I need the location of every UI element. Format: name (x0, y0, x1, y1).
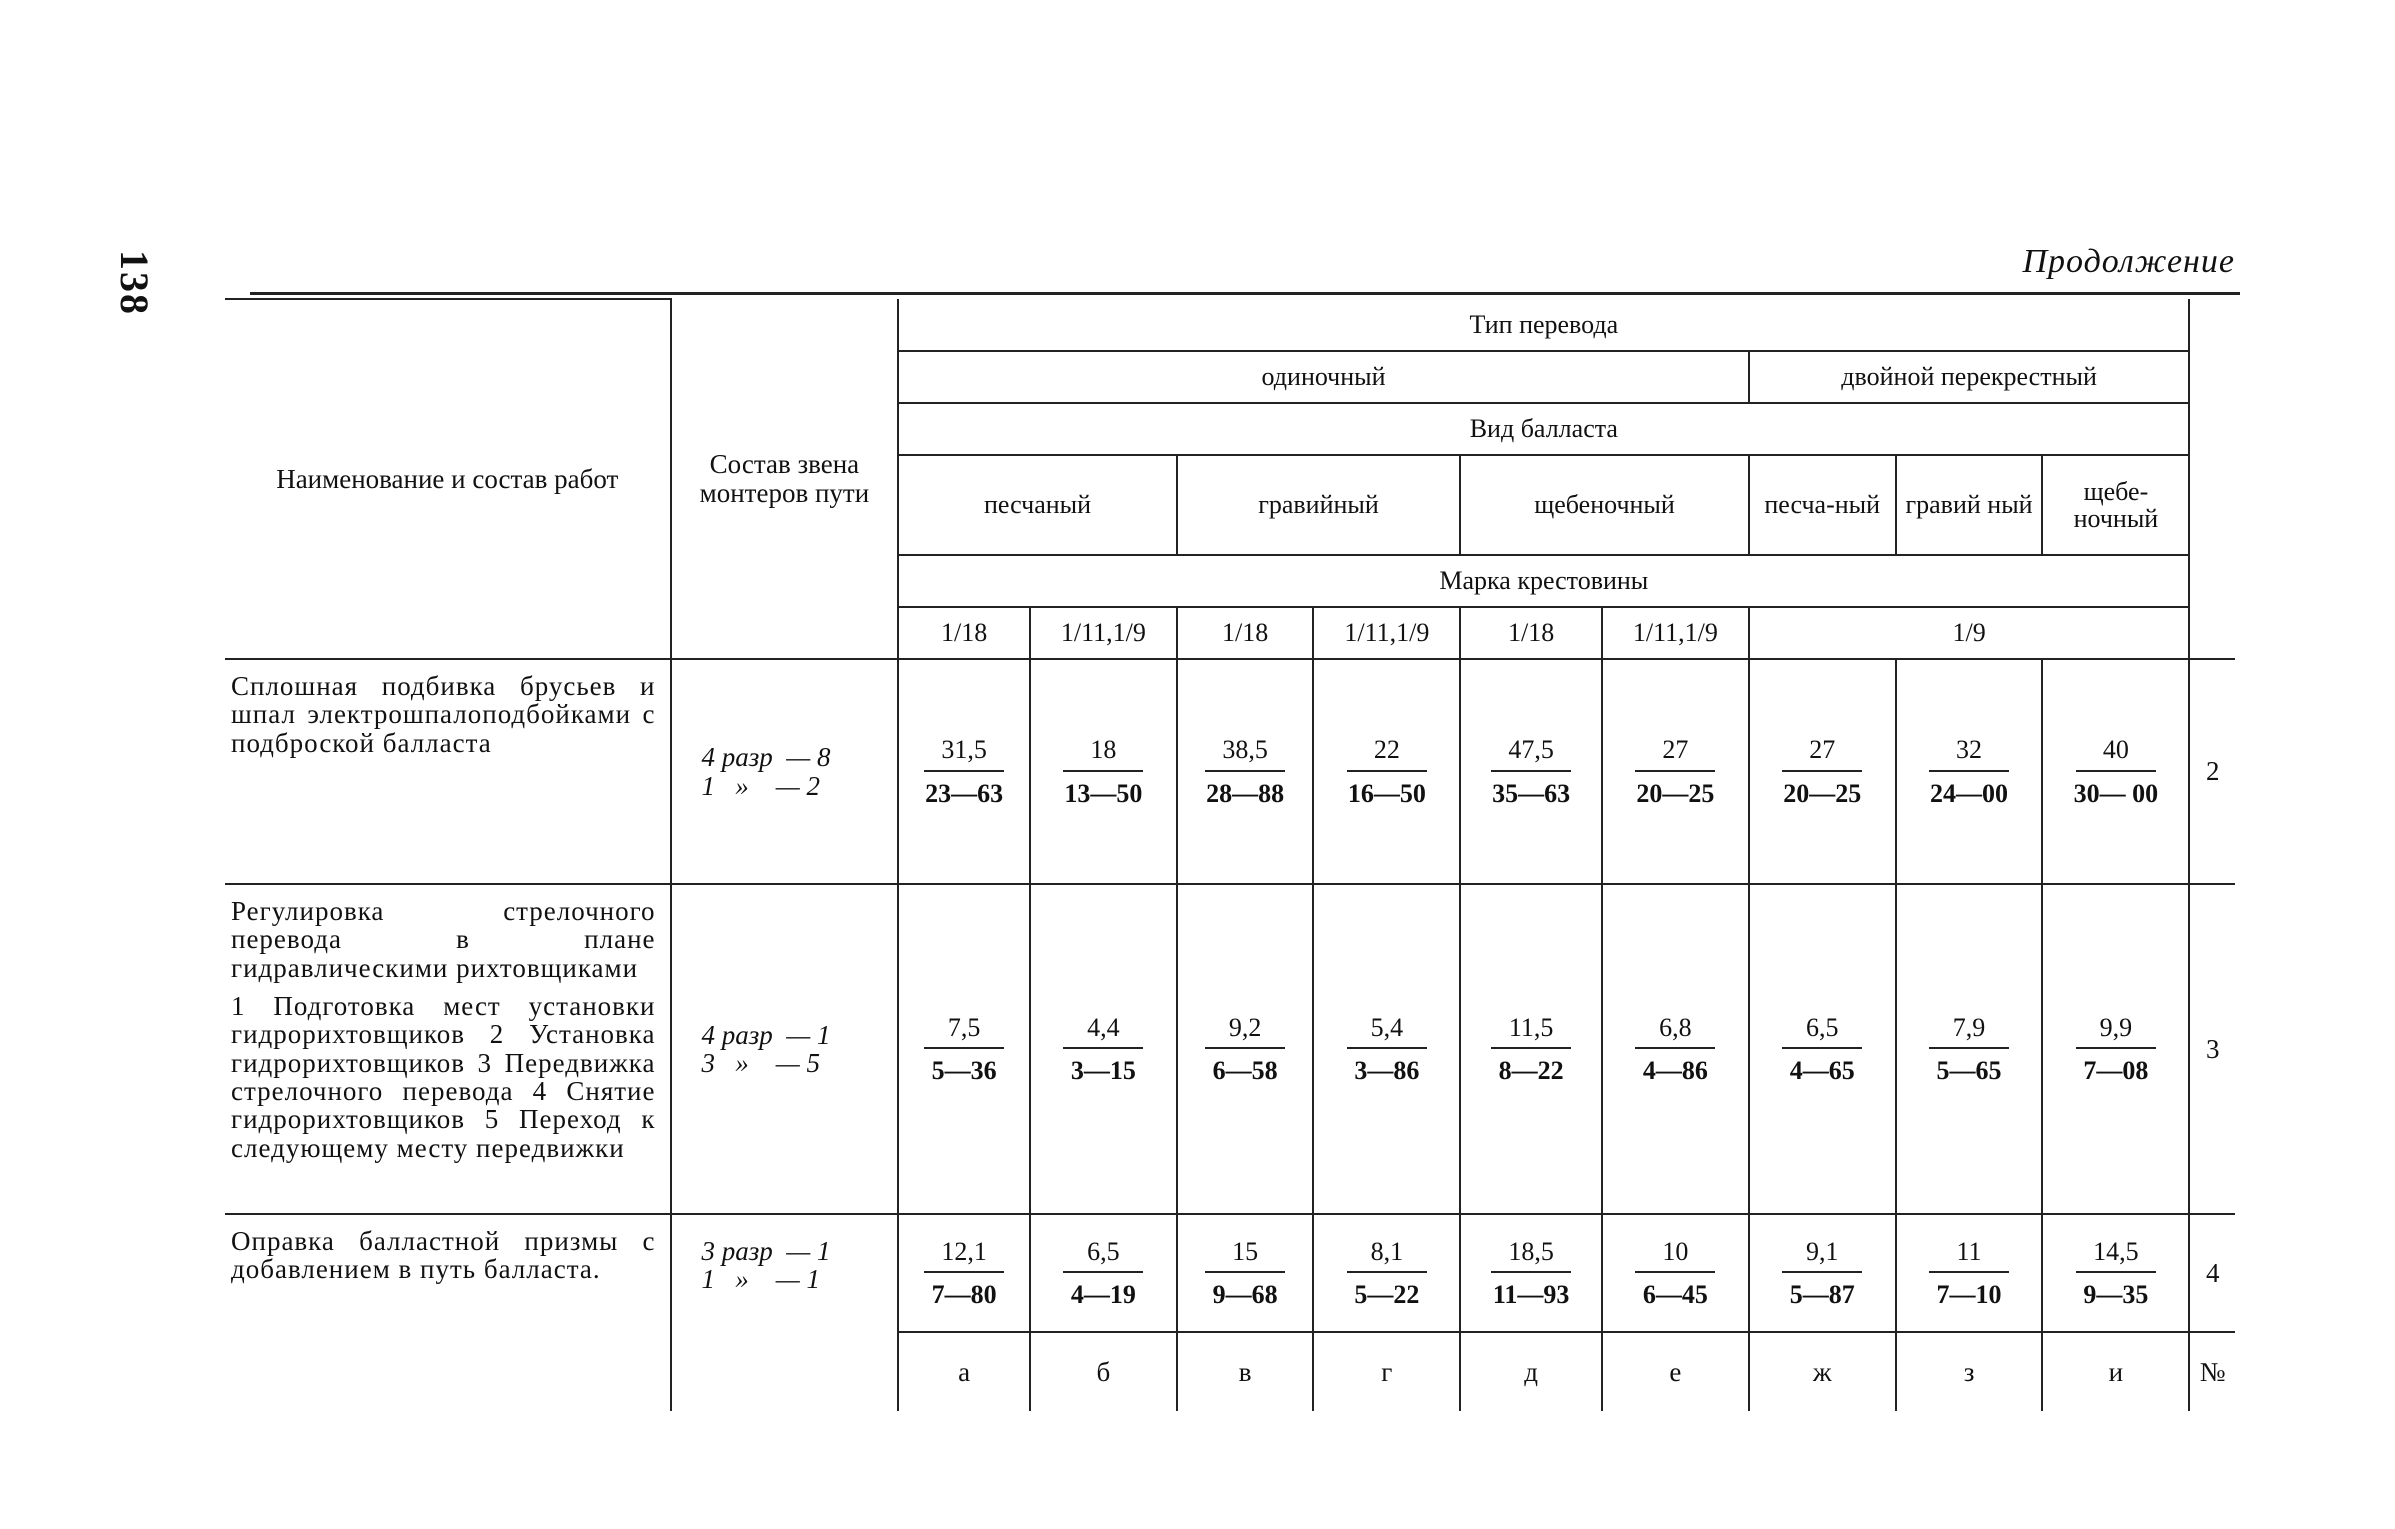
value-cell (1896, 884, 2043, 1214)
price-value: 24—00 (1930, 778, 2009, 808)
work-title: Сплошная подбивка брусьев и шпал электрошпалоподбойками с подброской балласта (231, 671, 656, 758)
value-cell (1177, 1214, 1314, 1332)
header-work-name: Наименование и состав работ (225, 299, 671, 659)
price-value: 7—80 (931, 1280, 997, 1309)
page-number: 138 (112, 250, 157, 316)
norm-value: 11 (1929, 1238, 2009, 1273)
norm-value: 27 (1782, 736, 1862, 771)
column-letter: д (1460, 1332, 1602, 1411)
value-cell (1030, 659, 1177, 884)
column-letter: г (1313, 1332, 1460, 1411)
column-letter: е (1602, 1332, 1749, 1411)
header-ballast-kind: Вид балласта (898, 403, 2189, 455)
work-name (225, 884, 671, 1214)
norm-value: 18,5 (1491, 1238, 1571, 1273)
value-cell (1313, 1214, 1460, 1332)
price-value: 5—22 (1354, 1280, 1420, 1309)
norm-value: 47,5 (1491, 736, 1571, 771)
header-mark-double: 1/9 (1749, 607, 2190, 659)
value-cell (2042, 659, 2189, 884)
crew-line: 4 разр — 1 (701, 1019, 831, 1050)
crew-line: 3 разр — 1 (701, 1236, 831, 1266)
work-title: Оправка балластной призмы с добавлением в путь балласта. (231, 1226, 656, 1285)
norm-value: 27 (1635, 736, 1715, 771)
value-cell (1460, 1214, 1602, 1332)
norm-value: 7,5 (924, 1014, 1004, 1049)
value-cell (1030, 1214, 1177, 1332)
header-crushed-short: щебе-ночный (2042, 455, 2189, 555)
header-mark-a: 1/18 (898, 607, 1030, 659)
crew-line: 3 » — 5 (701, 1048, 821, 1078)
norm-value: 8,1 (1347, 1238, 1427, 1273)
price-value: 28—88 (1206, 778, 1285, 808)
norm-value: 10 (1635, 1238, 1715, 1273)
norm-value: 38,5 (1205, 736, 1285, 771)
work-detail: 1 Подготовка мест установки гидрорихтовщиков 2 Установка гидрорихтовщиков 3 Передвижка стрелочного перевода 4 Снятие гидрорихтовщиков 5 Переход к следующему месту передвижки (231, 991, 656, 1163)
header-corner (2189, 299, 2235, 659)
price-value: 5—87 (1789, 1280, 1855, 1309)
norm-value: 32 (1929, 736, 2009, 771)
norm-value: 11,5 (1491, 1014, 1571, 1049)
header-double-cross: двойной перекрестный (1749, 351, 2190, 403)
price-value: 9—35 (2083, 1280, 2149, 1309)
column-letter: б (1030, 1332, 1177, 1411)
value-cell (2042, 884, 2189, 1214)
header-mark-f: 1/11,1/9 (1602, 607, 1749, 659)
norm-value: 14,5 (2076, 1238, 2156, 1273)
crew-cell (671, 884, 899, 1214)
row-number: 2 (2189, 659, 2235, 884)
norm-value: 15 (1205, 1238, 1285, 1273)
column-letter: з (1896, 1332, 2043, 1411)
price-value: 20—25 (1783, 778, 1862, 808)
price-value: 7—10 (1936, 1280, 2002, 1309)
norm-value: 22 (1347, 736, 1427, 771)
norm-value: 9,1 (1782, 1238, 1862, 1273)
header-sand: песчаный (898, 455, 1176, 555)
num-label: № (2189, 1332, 2235, 1411)
crew-line: 4 разр — 8 (701, 742, 831, 773)
work-name (225, 659, 671, 884)
price-value: 13—50 (1064, 778, 1143, 808)
work-name (225, 1214, 671, 1411)
header-sand-short: песча-ный (1749, 455, 1896, 555)
price-value: 4—86 (1642, 1056, 1708, 1085)
price-value: 5—65 (1936, 1056, 2002, 1085)
value-cell (1602, 1214, 1749, 1332)
continuation-label: Продолжение (2022, 243, 2235, 280)
table-row (225, 884, 2235, 1214)
column-letter: и (2042, 1332, 2189, 1411)
norm-value: 6,8 (1635, 1014, 1715, 1049)
header-gravel-short: гравий ный (1896, 455, 2043, 555)
norm-value: 9,2 (1205, 1014, 1285, 1049)
price-value: 4—19 (1070, 1280, 1136, 1309)
norm-value: 6,5 (1063, 1238, 1143, 1273)
value-cell (2042, 1214, 2189, 1332)
header-switch-type: Тип перевода (898, 299, 2189, 351)
top-rule (250, 292, 2240, 295)
crew-line: 1 » — 2 (701, 770, 821, 801)
value-cell (1602, 659, 1749, 884)
column-letter: а (898, 1332, 1030, 1411)
value-cell (898, 884, 1030, 1214)
price-value: 16—50 (1347, 778, 1426, 808)
price-value: 20—25 (1636, 778, 1715, 808)
price-value: 6—58 (1212, 1056, 1278, 1085)
value-cell (1749, 1214, 1896, 1332)
header-single: одиночный (898, 351, 1749, 403)
table-row (225, 1214, 2235, 1332)
value-cell (1896, 1214, 2043, 1332)
price-value: 23—63 (925, 778, 1004, 808)
price-value: 4—65 (1789, 1056, 1855, 1085)
price-value: 30— 00 (2073, 778, 2159, 808)
header-crew: Состав звена монтеров пути (671, 299, 899, 659)
value-cell (1460, 884, 1602, 1214)
value-cell (1896, 659, 2043, 884)
column-letter: ж (1749, 1332, 1896, 1411)
price-value: 5—36 (931, 1056, 997, 1085)
value-cell (898, 659, 1030, 884)
norm-value: 5,4 (1347, 1014, 1427, 1049)
value-cell (1749, 884, 1896, 1214)
value-cell (1177, 884, 1314, 1214)
norms-table (225, 298, 2235, 1411)
crew-line: 1 » — 1 (701, 1264, 821, 1295)
price-value: 3—86 (1354, 1056, 1420, 1085)
header-frog-mark: Марка крестовины (898, 555, 2189, 607)
norm-value: 18 (1063, 736, 1143, 771)
work-title: Регулировка стрелочного перевода в плане гидравлическими рихтовщиками (231, 896, 656, 983)
header-mark-d: 1/11,1/9 (1313, 607, 1460, 659)
norm-value: 12,1 (924, 1238, 1004, 1273)
norm-value: 40 (2076, 736, 2156, 771)
value-cell (1602, 884, 1749, 1214)
value-cell (1749, 659, 1896, 884)
price-value: 11—93 (1492, 1280, 1570, 1309)
value-cell (1177, 659, 1314, 884)
price-value: 9—68 (1212, 1280, 1278, 1309)
column-letter: в (1177, 1332, 1314, 1411)
value-cell (1460, 659, 1602, 884)
value-cell (1313, 659, 1460, 884)
norm-value: 9,9 (2076, 1014, 2156, 1049)
norm-value: 7,9 (1929, 1014, 2009, 1049)
crew-cell (671, 659, 899, 884)
price-value: 8—22 (1498, 1056, 1564, 1085)
crew-cell (671, 1214, 899, 1411)
value-cell (1313, 884, 1460, 1214)
header-gravel: гравийный (1177, 455, 1461, 555)
norm-value: 6,5 (1782, 1014, 1862, 1049)
price-value: 7—08 (2083, 1056, 2149, 1085)
price-value: 6—45 (1642, 1280, 1708, 1309)
header-mark-e: 1/18 (1460, 607, 1602, 659)
norm-value: 4,4 (1063, 1014, 1143, 1049)
header-crushed: щебеночный (1460, 455, 1749, 555)
price-value: 35—63 (1492, 778, 1571, 808)
header-mark-c: 1/18 (1177, 607, 1314, 659)
value-cell (1030, 884, 1177, 1214)
price-value: 3—15 (1070, 1056, 1136, 1085)
row-number: 3 (2189, 884, 2235, 1214)
row-number: 4 (2189, 1214, 2235, 1332)
value-cell (898, 1214, 1030, 1332)
header-mark-b: 1/11,1/9 (1030, 607, 1177, 659)
norm-value: 31,5 (924, 736, 1004, 771)
table-row (225, 659, 2235, 884)
